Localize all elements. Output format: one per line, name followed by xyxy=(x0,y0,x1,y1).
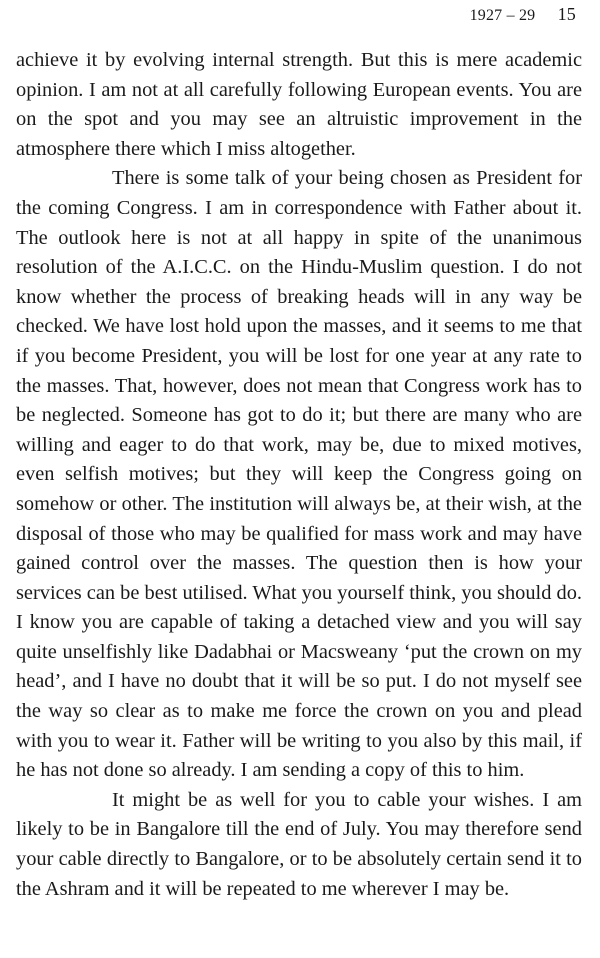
running-head-years: 1927 – 29 xyxy=(469,7,536,24)
paragraph-cable-wishes: It might be as well for you to cable your wishes. I am likely to be in Bangalore till the end of July. You may therefore send your cable directly to Bangalore, or to be absolutely certain send it to the Ashram and it will be repeated to me wherever I may be. xyxy=(16,788,582,900)
running-head xyxy=(470,4,576,25)
paragraph-continued: achieve it by evolving internal strength. But this is mere academic opinion. I am not at all carefully following European events. You are on the spot and you may see an altruistic improvement in the atmosphere there which I miss altogether. xyxy=(16,49,582,160)
paragraph-congress-presidency: There is some talk of your being chosen as President for the coming Congress. I am in correspondence with Father about it. The outlook here is not at all happy in spite of the unanimous resolution of the A.I.C.C. on the Hindu-Muslim question. I do not know whether the process of breaking heads will in any way be checked. We have lost hold upon the masses, and it seems to me that if you become President, you will be lost for one year at any rate to the masses. That, however, does not mean that Congress work has to be neglected. Someone has got to do it; but there are many who are willing and eager to do that work, may be, due to mixed motives, even selfish motives; but they will keep the Congress going on somehow or other. The institution will always be, at their wish, at the disposal of those who may be qualified for mass work and may have gained control over the masses. The question then is how your services can be best utilised. What you yourself think, you should do. I know you are capable of taking a detached view and you will say quite unselfishly like Dadabhai or Macsweany ‘put the crown on my head’, and I have no doubt that it will be so put. I do not myself see the way so clear as to make me force the crown on you and plead with you to wear it. Father will be writing to you also by this mail, if he has not done so already. I am sending a copy of this to him. xyxy=(16,167,582,782)
page-number: 15 xyxy=(557,4,576,24)
letter-body xyxy=(16,46,582,904)
